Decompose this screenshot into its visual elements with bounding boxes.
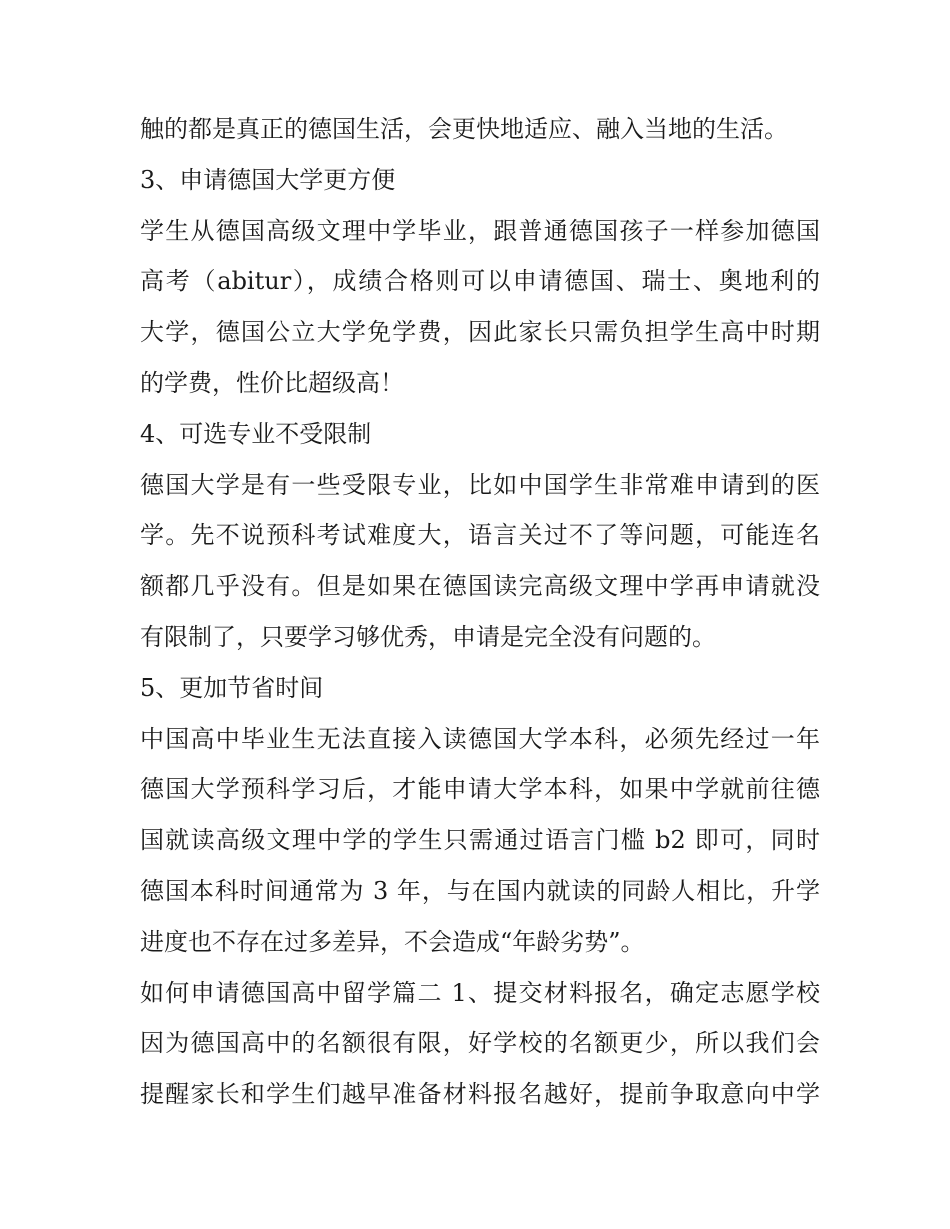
- text-line: 有限制了，只要学习够优秀，申请是完全没有问题的。: [140, 622, 716, 651]
- text-line: 5、更加节省时间: [140, 673, 324, 702]
- text-line: 3、申请德国大学更方便: [140, 165, 396, 194]
- text-line: 因为德国高中的名额很有限，好学校的名额更少，所以我们会: [140, 1029, 820, 1058]
- text-line: 触的都是真正的德国生活，会更快地适应、融入当地的生活。: [140, 115, 788, 143]
- text-line: 高考（abitur），成绩合格则可以申请德国、瑞士、奥地利的: [140, 267, 820, 296]
- text-line: 提醒家长和学生们越早准备材料报名越好，提前争取意向中学: [140, 1080, 820, 1109]
- text-line: 如何申请德国高中留学篇二 1、提交材料报名，确定志愿学校: [140, 978, 820, 1007]
- text-line: 德国大学预科学习后，才能申请大学本科，如果中学就前往德: [140, 775, 820, 804]
- text-line: 德国本科时间通常为 3 年，与在国内就读的同龄人相比，升学: [140, 876, 820, 905]
- text-line: 中国高中毕业生无法直接入读德国大学本科，必须先经过一年: [140, 724, 820, 753]
- document-body: [140, 104, 820, 1120]
- text-line: 4、可选专业不受限制: [140, 419, 372, 448]
- text-line: 学生从德国高级文理中学毕业，跟普通德国孩子一样参加德国: [140, 216, 820, 245]
- text-line: 国就读高级文理中学的学生只需通过语言门槛 b2 即可，同时: [140, 826, 820, 855]
- text-line: 进度也不存在过多差异，不会造成“年龄劣势”。: [140, 927, 645, 956]
- text-line: 德国大学是有一些受限专业，比如中国学生非常难申请到的医: [140, 470, 820, 499]
- text-line: 的学费，性价比超级高！: [140, 368, 404, 397]
- text-line: 额都几乎没有。但是如果在德国读完高级文理中学再申请就没: [140, 572, 820, 601]
- text-line: 学。先不说预科考试难度大，语言关过不了等问题，可能连名: [140, 521, 820, 550]
- text-line: 大学，德国公立大学免学费，因此家长只需负担学生高中时期: [140, 318, 820, 347]
